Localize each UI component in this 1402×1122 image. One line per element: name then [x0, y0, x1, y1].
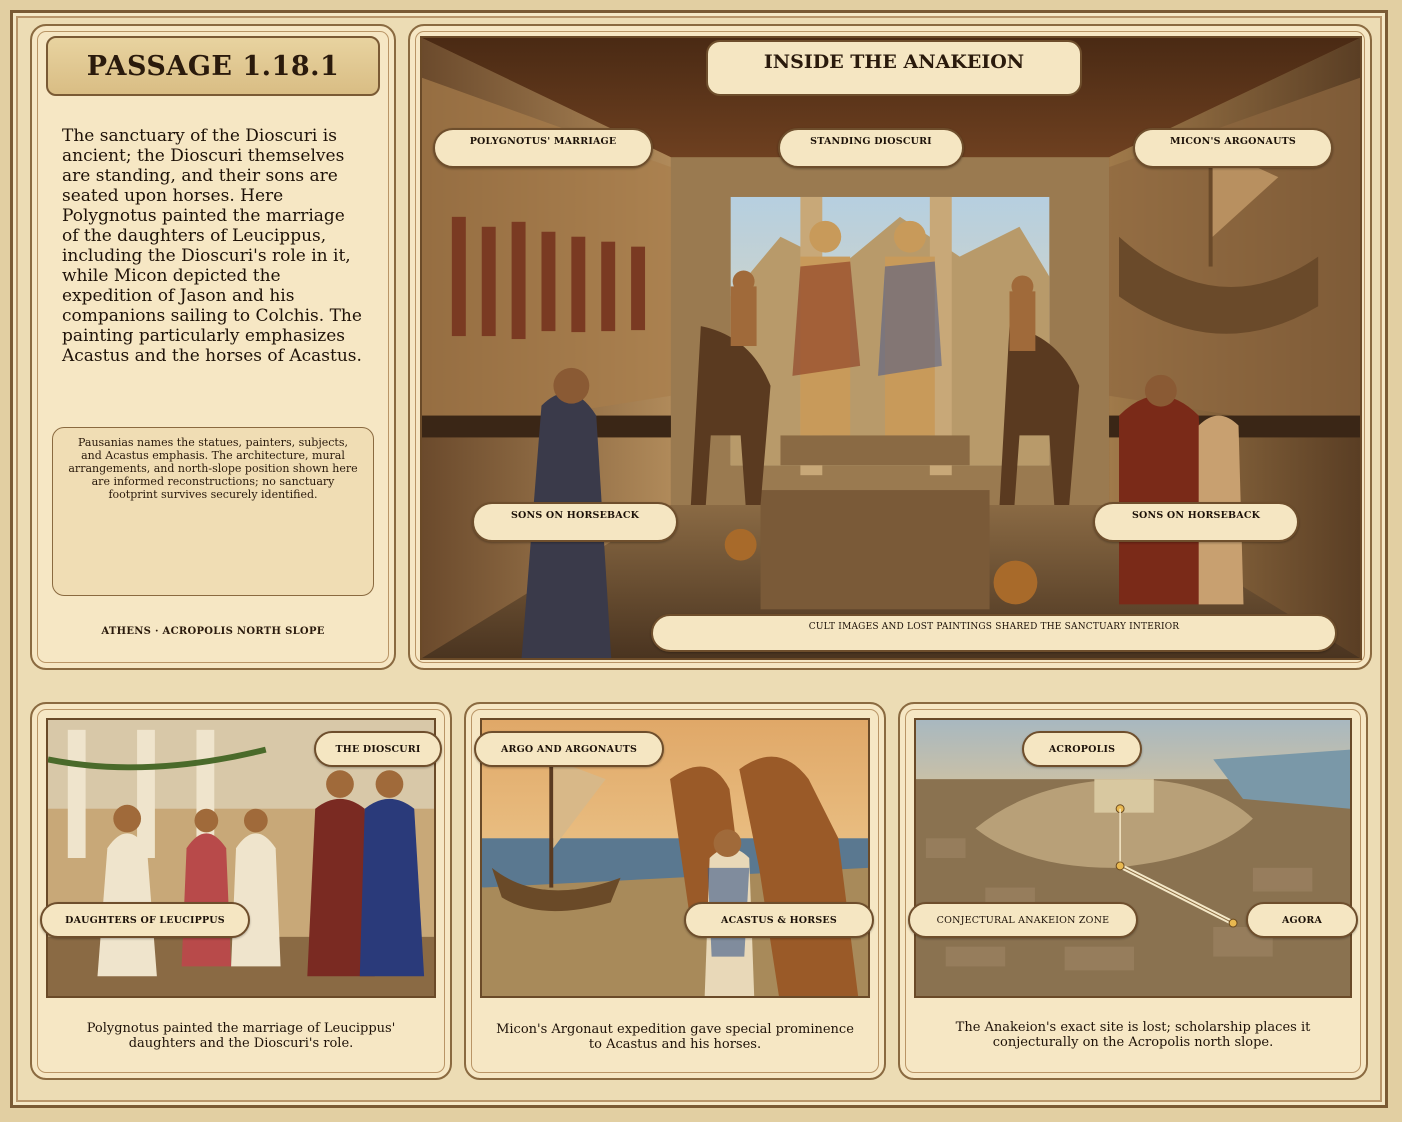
daughters-of-leucippus-label: DAUGHTERS OF LEUCIPPUS [40, 902, 250, 938]
standing-dioscuri-label: STANDING DIOSCURI [778, 128, 964, 168]
panel1-caption: Polygnotus painted the marriage of Leucippus' daughters and the Dioscuri's role. [86, 1021, 396, 1051]
main-scene-title: INSIDE THE ANAKEION [706, 40, 1082, 96]
panel3-caption: The Anakeion's exact site is lost; scholarship places it conjecturally on the Acropolis north slope. [955, 1020, 1311, 1050]
the-dioscuri-label: THE DIOSCURI [314, 731, 442, 767]
conjectural-anakeion-zone-label: CONJECTURAL ANAKEION ZONE [908, 902, 1138, 938]
passage-text: The sanctuary of the Dioscuri is ancient; the Dioscuri themselves are standing, and their sons are seated upon horses. Here Polygnotus painted the marriage of the daughters of Leucippus, including the Dioscuri's role in it, while Micon depicted the expedition of Jason and his companions sailing to Colchis. The painting particularly emphasizes Acastus and the horses of Acastus. [62, 126, 362, 366]
argo-and-argonauts-label: ARGO AND ARGONAUTS [474, 731, 664, 767]
passage-title: PASSAGE 1.18.1 [46, 36, 380, 96]
acropolis-label: ACROPOLIS [1022, 731, 1142, 767]
panel2-caption: Micon's Argonaut expedition gave special prominence to Acastus and his horses. [496, 1022, 854, 1052]
agora-label: AGORA [1246, 902, 1358, 938]
reconstruction-note: Pausanias names the statues, painters, subjects, and Acastus emphasis. The architecture, mural arrangements, and north-slope position shown here are informed reconstructions; no sanctuary footprint survives securely identified. [52, 427, 374, 596]
polygnotus-marriage-label: POLYGNOTUS' MARRIAGE [433, 128, 653, 168]
sons-on-horseback-left-label: SONS ON HORSEBACK [472, 502, 678, 542]
sanctuary-interior-caption-label: CULT IMAGES AND LOST PAINTINGS SHARED THE SANCTUARY INTERIOR [651, 614, 1337, 652]
micons-argonauts-label: MICON'S ARGONAUTS [1133, 128, 1333, 168]
acastus-horses-label: ACASTUS & HORSES [684, 902, 874, 938]
sons-on-horseback-right-label: SONS ON HORSEBACK [1093, 502, 1299, 542]
location-label: ATHENS · ACROPOLIS NORTH SLOPE [101, 626, 325, 637]
